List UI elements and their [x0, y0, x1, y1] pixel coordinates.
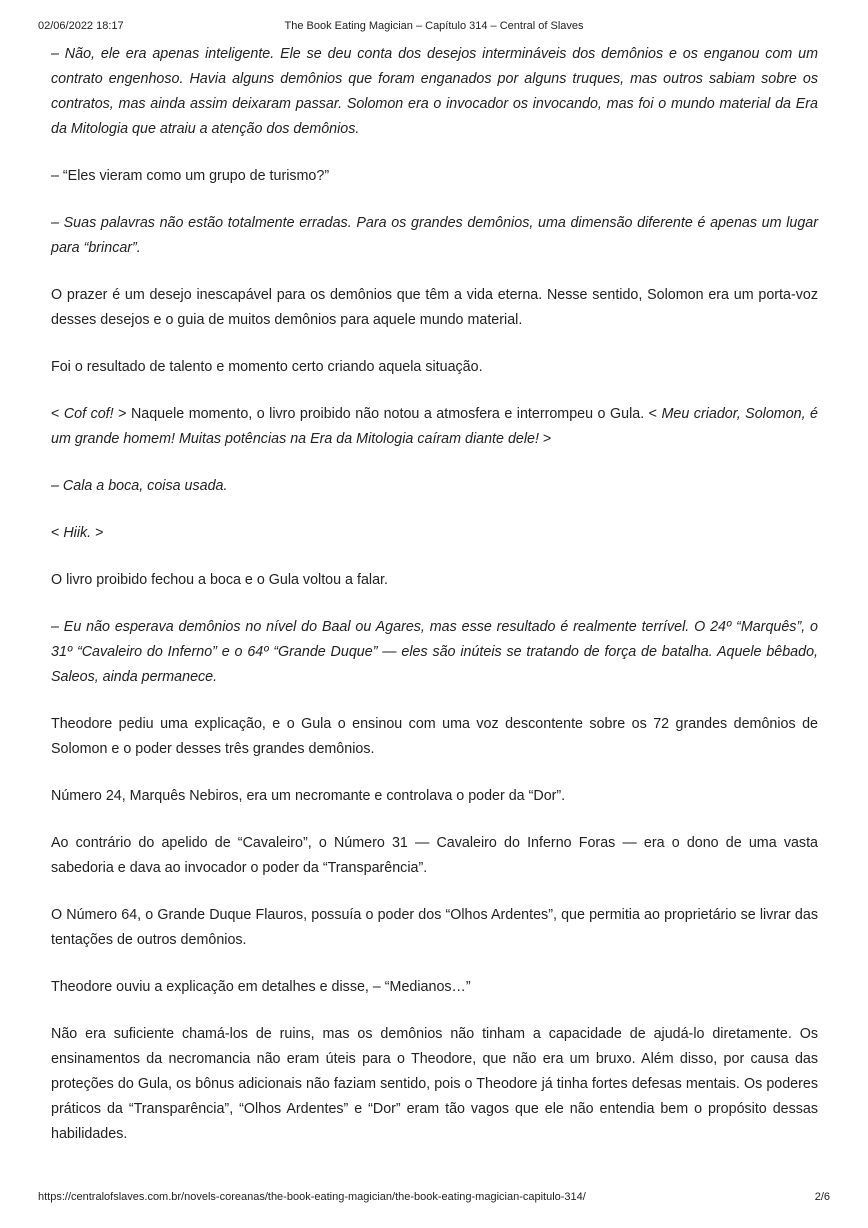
print-url: https://centralofslaves.com.br/novels-coreanas/the-book-eating-magician/the-book-eating-magician-capitulo-314/: [38, 1191, 586, 1203]
p8-close: >: [91, 525, 104, 541]
paragraph-1: – Não, ele era apenas inteligente. Ele se deu conta dos desejos intermináveis dos demônios e os enganou com um contrato engenhoso. Havia alguns demônios que foram enganados por alguns truques, mas outros sabiam sobre os contratos, mas ainda assim deixaram passar. Solomon era o invocador os invocando, mas foi o mundo material da Era da Mitologia que atraiu a atenção dos demônios.: [51, 46, 818, 137]
chapter-content: [51, 42, 818, 1169]
paragraph-9: O livro proibido fechou a boca e o Gula voltou a falar.: [51, 572, 388, 588]
p8-open: <: [51, 525, 64, 541]
page-number: 2/6: [814, 1191, 830, 1203]
paragraph-12: Número 24, Marquês Nebiros, era um necromante e controlava o poder da “Dor”.: [51, 788, 566, 804]
paragraph-7: – Cala a boca, coisa usada.: [51, 478, 228, 494]
print-header: [38, 20, 830, 36]
paragraph-4: O prazer é um desejo inescapável para os demônios que têm a vida eterna. Nesse sentido, Solomon era um porta-voz desses desejos e o guia de muitos demônios para aquele mundo material.: [51, 287, 818, 328]
p6-mid: > Naquele momento, o livro proibido não notou a atmosfera e interrompeu o Gula. <: [113, 406, 662, 422]
paragraph-14: O Número 64, o Grande Duque Flauros, possuía o poder dos “Olhos Ardentes”, que permitia ao proprietário se livrar das tentações de outros demônios.: [51, 907, 818, 948]
print-datetime: 02/06/2022 18:17: [38, 20, 124, 32]
paragraph-11: Theodore pediu uma explicação, e o Gula o ensinou com uma voz descontente sobre os 72 grandes demônios de Solomon e o poder desses três grandes demônios.: [51, 716, 818, 757]
paragraph-8: [51, 521, 818, 546]
paragraph-3: – Suas palavras não estão totalmente erradas. Para os grandes demônios, uma dimensão diferente é apenas um lugar para “brincar”.: [51, 215, 818, 256]
paragraph-5: Foi o resultado de talento e momento certo criando aquela situação.: [51, 359, 483, 375]
print-page-title: The Book Eating Magician – Capítulo 314 – Central of Slaves: [284, 20, 584, 32]
p6-book-speech: Meu criador, Solomon, é um grande homem! Muitas potências na Era da Mitologia caíram diante dele!: [51, 406, 819, 447]
paragraph-16: Não era suficiente chamá-los de ruins, mas os demônios não tinham a capacidade de ajudá-lo diretamente. Os ensinamentos da necromancia não eram úteis para o Theodore, que não era um bruxo. Além disso, por causa das proteções do Gula, os bônus adicionais não faziam sentido, pois o Theodore já tinha fortes defesas mentais. Os poderes práticos da “Transparência”, “Olhos Ardentes” e “Dor” eram tão vagos que ele não entendia bem o propósito dessas habilidades.: [51, 1026, 818, 1142]
print-footer: [38, 1191, 830, 1207]
paragraph-10: – Eu não esperava demônios no nível do Baal ou Agares, mas esse resultado é realmente terrível. O 24º “Marquês”, o 31º “Cavaleiro do Inferno” e o 64º “Grande Duque” — eles são inúteis se tratando de força de batalha. Aquele bêbado, Saleos, ainda permanece.: [51, 619, 818, 685]
paragraph-15: Theodore ouviu a explicação em detalhes e disse, – “Medianos…”: [51, 979, 471, 995]
paragraph-6: [51, 402, 818, 452]
p6-open: <: [51, 406, 64, 422]
paragraph-13: Ao contrário do apelido de “Cavaleiro”, o Número 31 — Cavaleiro do Inferno Foras — era o dono de uma vasta sabedoria e dava ao invocador o poder da “Transparência”.: [51, 835, 818, 876]
paragraph-2: – “Eles vieram como um grupo de turismo?”: [51, 168, 330, 184]
p8-hiik: Hiik.: [63, 525, 92, 541]
p6-cough: Cof cof!: [63, 406, 114, 422]
p6-close: >: [538, 431, 552, 447]
